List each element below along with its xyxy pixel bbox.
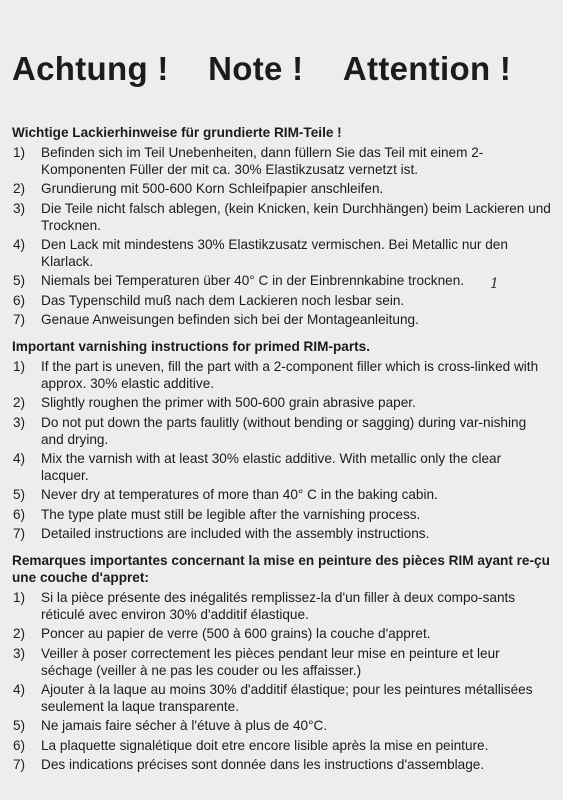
list-item xyxy=(12,200,552,234)
item-text: Den Lack mit mindestens 30% Elastikzusatz vermischen. Bei Metallic nur den Klarlack. xyxy=(41,237,508,270)
item-number: 4) xyxy=(13,682,26,698)
list-item xyxy=(12,625,552,642)
item-number: 5) xyxy=(13,487,26,503)
item-text: Si la pièce présente des inégalités remplissez-la d'un filler à deux compo-sants réticulé avec environ 30% d'additif élastique. xyxy=(41,590,516,623)
item-number: 1) xyxy=(13,590,26,605)
list-item xyxy=(12,737,552,754)
item-number: 7) xyxy=(13,311,26,327)
list-item xyxy=(12,525,552,542)
list-item xyxy=(12,236,552,270)
item-number: 2) xyxy=(13,626,26,642)
list-item xyxy=(12,414,552,448)
list-item xyxy=(12,272,552,289)
list-item xyxy=(12,717,552,734)
item-text: Ajouter à la laque au moins 30% d'additif élastique; pour les peintures métallisées seulement la laque transparente. xyxy=(41,682,533,715)
item-number: 6) xyxy=(13,737,26,753)
item-text: La plaquette signalétique doit etre encore lisible après la mise en peinture. xyxy=(41,737,489,753)
item-text: Slightly roughen the primer with 500-600 grain abrasive paper. xyxy=(41,395,416,411)
item-number: 1) xyxy=(13,145,26,160)
item-text: Poncer au papier de verre (500 à 600 grains) la couche d'appret. xyxy=(41,626,431,642)
english-list xyxy=(12,358,552,542)
english-section xyxy=(12,338,552,544)
item-number: 5) xyxy=(13,718,26,734)
item-text: Never dry at temperatures of more than 40° C in the baking cabin. xyxy=(41,487,438,503)
item-text: Mix the varnish with at least 30% elastic additive. With metallic only the clear lacquer. xyxy=(41,451,502,484)
list-item xyxy=(12,450,552,484)
german-section xyxy=(12,124,552,330)
item-number: 2) xyxy=(13,181,26,197)
item-number: 6) xyxy=(13,506,26,522)
title-french: Attention ! xyxy=(342,50,512,87)
item-text: Ne jamais faire sécher à l'étuve à plus de 40°C. xyxy=(41,718,328,734)
title-german: Achtung ! xyxy=(12,50,169,87)
item-number: 7) xyxy=(13,756,26,772)
item-text: Do not put down the parts faulitly (without bending or sagging) during var-nishing and drying. xyxy=(41,414,527,447)
list-item xyxy=(12,589,552,623)
item-number: 1) xyxy=(13,359,26,374)
item-text: If the part is uneven, fill the part with a 2-component filler which is cross-linked with approx. 30% elastic additive. xyxy=(41,359,539,392)
list-item xyxy=(12,756,552,773)
list-item xyxy=(12,645,552,679)
list-item xyxy=(12,292,552,309)
item-text: Veiller à poser correctement les pièces pendant leur mise en peinture et leur séchage (veiller à ne pas les couder ou les affaisser.) xyxy=(41,645,500,678)
english-heading: Important varnishing instructions for primed RIM-parts. xyxy=(12,339,370,354)
page-title xyxy=(12,50,511,88)
item-text: Grundierung mit 500-600 Korn Schleifpapier anschleifen. xyxy=(41,181,384,197)
list-item xyxy=(12,144,552,178)
item-number: 3) xyxy=(13,645,26,661)
item-text: Das Typenschild muß nach dem Lackieren noch lesbar sein. xyxy=(41,292,405,308)
item-number: 3) xyxy=(13,414,26,430)
handwritten-mark: 1 xyxy=(490,276,499,292)
list-item xyxy=(12,681,552,715)
item-text: Niemals bei Temperaturen über 40° C in der Einbrennkabine trocknen. xyxy=(41,273,465,289)
item-number: 4) xyxy=(13,451,26,467)
list-item xyxy=(12,180,552,197)
item-number: 6) xyxy=(13,292,26,308)
german-heading: Wichtige Lackierhinweise für grundierte RIM-Teile ! xyxy=(12,125,342,140)
item-text: Des indications précises sont donnée dans les instructions d'assemblage. xyxy=(41,756,485,772)
list-item xyxy=(12,358,552,392)
list-item xyxy=(12,311,552,328)
list-item xyxy=(12,486,552,503)
french-section xyxy=(12,552,552,775)
title-english: Note ! xyxy=(208,50,304,87)
item-text: Genaue Anweisungen befinden sich bei der Montageanleitung. xyxy=(41,311,419,327)
item-text: Die Teile nicht falsch ablegen, (kein Knicken, kein Durchhängen) beim Lackieren und Trocknen. xyxy=(41,200,551,233)
item-text: Befinden sich im Teil Unebenheiten, dann füllern Sie das Teil mit einem 2-Komponenten Füller der mit ca. 30% Elastikzusatz vernetzt ist. xyxy=(41,145,484,178)
french-heading: Remarques importantes concernant la mise en peinture des pièces RIM ayant re-çu une couche d'appret: xyxy=(12,553,550,585)
german-list xyxy=(12,144,552,328)
item-text: The type plate must still be legible after the varnishing process. xyxy=(41,506,421,522)
item-text: Detailed instructions are included with the assembly instructions. xyxy=(41,525,430,541)
french-list xyxy=(12,589,552,773)
item-number: 7) xyxy=(13,525,26,541)
list-item xyxy=(12,506,552,523)
item-number: 2) xyxy=(13,395,26,411)
list-item xyxy=(12,394,552,411)
item-number: 4) xyxy=(13,237,26,253)
item-number: 3) xyxy=(13,200,26,216)
item-number: 5) xyxy=(13,273,26,289)
